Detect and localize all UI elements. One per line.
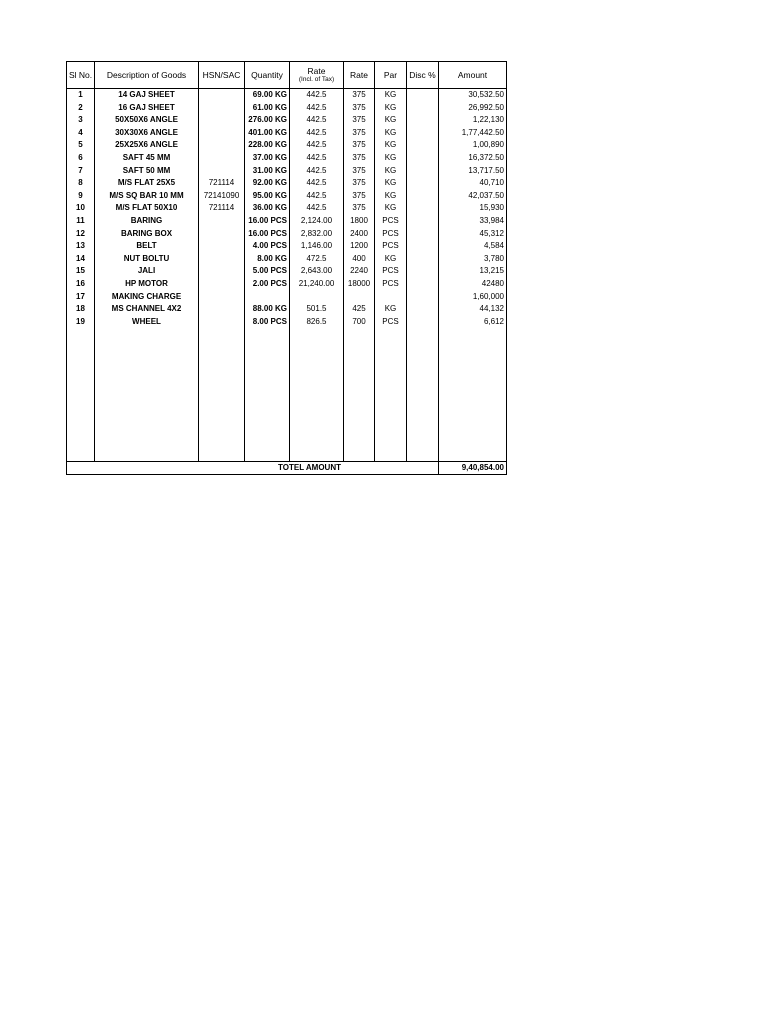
- cell-rate-incl-tax: 2,832.00: [290, 228, 344, 241]
- cell-rate-incl-tax: 442.5: [290, 165, 344, 178]
- cell-disc: [407, 291, 439, 304]
- empty-filler-row: [67, 328, 507, 462]
- cell-disc: [407, 152, 439, 165]
- cell-amount: 45,312: [439, 228, 507, 241]
- cell-hsn-sac: [199, 253, 245, 266]
- cell-rate-incl-tax: 472.5: [290, 253, 344, 266]
- cell-hsn-sac: [199, 127, 245, 140]
- table-row: [67, 165, 507, 178]
- table-row: [67, 316, 507, 329]
- cell-rate-incl-tax: 442.5: [290, 177, 344, 190]
- cell-rate-incl-tax: 501.5: [290, 303, 344, 316]
- cell-quantity: 61.00 KG: [245, 102, 290, 115]
- table-row: [67, 152, 507, 165]
- cell-rate-incl-tax: 442.5: [290, 152, 344, 165]
- cell-rate: 2240: [344, 265, 375, 278]
- cell-disc: [407, 215, 439, 228]
- cell-rate-incl-tax: 442.5: [290, 89, 344, 102]
- cell-quantity: 228.00 KG: [245, 139, 290, 152]
- cell-rate-incl-tax: 2,643.00: [290, 265, 344, 278]
- cell-sl-no: 15: [67, 265, 95, 278]
- table-row: [67, 228, 507, 241]
- filler-cell: [67, 328, 95, 462]
- cell-rate: 700: [344, 316, 375, 329]
- cell-sl-no: 9: [67, 190, 95, 203]
- cell-description: MS CHANNEL 4X2: [95, 303, 199, 316]
- cell-rate: 375: [344, 190, 375, 203]
- cell-rate: 375: [344, 165, 375, 178]
- cell-disc: [407, 127, 439, 140]
- cell-amount: 6,612: [439, 316, 507, 329]
- cell-per: KG: [375, 303, 407, 316]
- cell-rate: 375: [344, 127, 375, 140]
- cell-description: BARING BOX: [95, 228, 199, 241]
- cell-per: PCS: [375, 278, 407, 291]
- cell-rate: 375: [344, 102, 375, 115]
- total-row-spacer-left: [67, 462, 245, 475]
- filler-cell: [407, 328, 439, 462]
- cell-rate-incl-tax: 442.5: [290, 102, 344, 115]
- cell-quantity: 92.00 KG: [245, 177, 290, 190]
- cell-quantity: [245, 291, 290, 304]
- total-row-spacer-right: [375, 462, 439, 475]
- cell-quantity: 401.00 KG: [245, 127, 290, 140]
- cell-rate-incl-tax: 442.5: [290, 114, 344, 127]
- cell-disc: [407, 303, 439, 316]
- cell-rate-incl-tax: 826.5: [290, 316, 344, 329]
- cell-amount: 1,22,130: [439, 114, 507, 127]
- cell-amount: 4,584: [439, 240, 507, 253]
- cell-rate: 375: [344, 139, 375, 152]
- table-row: [67, 102, 507, 115]
- cell-amount: 44,132: [439, 303, 507, 316]
- cell-sl-no: 12: [67, 228, 95, 241]
- cell-rate-incl-tax: 2,124.00: [290, 215, 344, 228]
- cell-rate-incl-tax: 442.5: [290, 127, 344, 140]
- cell-per: PCS: [375, 265, 407, 278]
- cell-disc: [407, 265, 439, 278]
- cell-amount: 13,215: [439, 265, 507, 278]
- cell-hsn-sac: [199, 291, 245, 304]
- cell-sl-no: 19: [67, 316, 95, 329]
- cell-per: KG: [375, 127, 407, 140]
- header-description: Description of Goods: [95, 62, 199, 89]
- cell-amount: 13,717.50: [439, 165, 507, 178]
- table-row: [67, 253, 507, 266]
- cell-disc: [407, 139, 439, 152]
- table-row: [67, 190, 507, 203]
- cell-per: KG: [375, 165, 407, 178]
- header-rate-incl-sublabel: (Incl. of Tax): [298, 76, 335, 83]
- cell-hsn-sac: [199, 165, 245, 178]
- cell-rate: 375: [344, 114, 375, 127]
- table-row: [67, 215, 507, 228]
- table-row: [67, 265, 507, 278]
- cell-rate: 375: [344, 177, 375, 190]
- cell-amount: 40,710: [439, 177, 507, 190]
- cell-description: M/S FLAT 50X10: [95, 202, 199, 215]
- cell-quantity: 2.00 PCS: [245, 278, 290, 291]
- cell-per: PCS: [375, 316, 407, 329]
- cell-sl-no: 16: [67, 278, 95, 291]
- cell-quantity: 95.00 KG: [245, 190, 290, 203]
- table-row: [67, 127, 507, 140]
- cell-hsn-sac: [199, 240, 245, 253]
- cell-quantity: 31.00 KG: [245, 165, 290, 178]
- cell-description: SAFT 45 MM: [95, 152, 199, 165]
- header-hsn-sac: HSN/SAC: [199, 62, 245, 89]
- invoice-rows: [67, 89, 507, 462]
- table-row: [67, 303, 507, 316]
- cell-rate: 375: [344, 89, 375, 102]
- table-row: [67, 202, 507, 215]
- cell-per: KG: [375, 190, 407, 203]
- header-sl-no: Sl No.: [67, 62, 95, 89]
- cell-disc: [407, 165, 439, 178]
- cell-disc: [407, 102, 439, 115]
- cell-quantity: 8.00 KG: [245, 253, 290, 266]
- cell-sl-no: 6: [67, 152, 95, 165]
- cell-per: KG: [375, 102, 407, 115]
- cell-amount: 42480: [439, 278, 507, 291]
- cell-hsn-sac: [199, 89, 245, 102]
- cell-description: JALI: [95, 265, 199, 278]
- cell-rate: 2400: [344, 228, 375, 241]
- cell-hsn-sac: 721114: [199, 202, 245, 215]
- cell-rate: 400: [344, 253, 375, 266]
- cell-per: KG: [375, 253, 407, 266]
- filler-cell: [95, 328, 199, 462]
- cell-rate: 425: [344, 303, 375, 316]
- cell-amount: 1,60,000: [439, 291, 507, 304]
- header-disc: Disc %: [407, 62, 439, 89]
- cell-rate: 375: [344, 202, 375, 215]
- cell-disc: [407, 253, 439, 266]
- cell-description: NUT BOLTU: [95, 253, 199, 266]
- cell-hsn-sac: [199, 102, 245, 115]
- cell-rate-incl-tax: 442.5: [290, 139, 344, 152]
- cell-rate: 1800: [344, 215, 375, 228]
- table-row: [67, 177, 507, 190]
- cell-amount: 16,372.50: [439, 152, 507, 165]
- filler-cell: [245, 328, 290, 462]
- cell-amount: 3,780: [439, 253, 507, 266]
- cell-quantity: 88.00 KG: [245, 303, 290, 316]
- cell-sl-no: 2: [67, 102, 95, 115]
- cell-hsn-sac: [199, 303, 245, 316]
- cell-rate: 1200: [344, 240, 375, 253]
- filler-cell: [344, 328, 375, 462]
- cell-sl-no: 7: [67, 165, 95, 178]
- cell-description: BARING: [95, 215, 199, 228]
- cell-hsn-sac: [199, 152, 245, 165]
- cell-quantity: 36.00 KG: [245, 202, 290, 215]
- filler-cell: [199, 328, 245, 462]
- header-rate: Rate: [344, 62, 375, 89]
- cell-description: M/S SQ BAR 10 MM: [95, 190, 199, 203]
- cell-hsn-sac: 721114: [199, 177, 245, 190]
- cell-hsn-sac: [199, 139, 245, 152]
- cell-per: KG: [375, 89, 407, 102]
- cell-sl-no: 3: [67, 114, 95, 127]
- cell-amount: 30,532.50: [439, 89, 507, 102]
- cell-per: KG: [375, 114, 407, 127]
- cell-sl-no: 11: [67, 215, 95, 228]
- header-rate-incl-label: Rate: [307, 66, 326, 76]
- cell-quantity: 16.00 PCS: [245, 228, 290, 241]
- cell-hsn-sac: [199, 228, 245, 241]
- filler-cell: [439, 328, 507, 462]
- cell-sl-no: 14: [67, 253, 95, 266]
- cell-description: WHEEL: [95, 316, 199, 329]
- cell-description: MAKING CHARGE: [95, 291, 199, 304]
- cell-description: 50X50X6 ANGLE: [95, 114, 199, 127]
- table-row: [67, 89, 507, 102]
- cell-description: 16 GAJ SHEET: [95, 102, 199, 115]
- cell-sl-no: 10: [67, 202, 95, 215]
- cell-sl-no: 18: [67, 303, 95, 316]
- cell-disc: [407, 177, 439, 190]
- cell-rate-incl-tax: [290, 291, 344, 304]
- total-amount-label: TOTEL AMOUNT: [245, 462, 375, 475]
- cell-rate-incl-tax: 21,240.00: [290, 278, 344, 291]
- filler-cell: [375, 328, 407, 462]
- cell-description: M/S FLAT 25X5: [95, 177, 199, 190]
- cell-description: SAFT 50 MM: [95, 165, 199, 178]
- table-row: [67, 114, 507, 127]
- cell-per: PCS: [375, 215, 407, 228]
- header-rate-incl-tax: [290, 62, 344, 89]
- cell-rate: [344, 291, 375, 304]
- cell-description: 25X25X6 ANGLE: [95, 139, 199, 152]
- cell-quantity: 37.00 KG: [245, 152, 290, 165]
- cell-per: KG: [375, 152, 407, 165]
- cell-disc: [407, 89, 439, 102]
- cell-per: [375, 291, 407, 304]
- invoice-table: [66, 61, 507, 475]
- cell-rate-incl-tax: 442.5: [290, 202, 344, 215]
- cell-description: HP MOTOR: [95, 278, 199, 291]
- cell-quantity: 8.00 PCS: [245, 316, 290, 329]
- cell-hsn-sac: [199, 265, 245, 278]
- table-row: [67, 139, 507, 152]
- cell-disc: [407, 228, 439, 241]
- table-row: [67, 291, 507, 304]
- cell-hsn-sac: [199, 215, 245, 228]
- cell-amount: 33,984: [439, 215, 507, 228]
- header-row: [67, 62, 507, 89]
- cell-sl-no: 17: [67, 291, 95, 304]
- cell-per: PCS: [375, 240, 407, 253]
- cell-sl-no: 5: [67, 139, 95, 152]
- cell-rate-incl-tax: 1,146.00: [290, 240, 344, 253]
- cell-hsn-sac: [199, 316, 245, 329]
- cell-hsn-sac: 72141090: [199, 190, 245, 203]
- cell-quantity: 4.00 PCS: [245, 240, 290, 253]
- cell-amount: 42,037.50: [439, 190, 507, 203]
- header-per: Par: [375, 62, 407, 89]
- total-row: [67, 462, 507, 475]
- cell-description: BELT: [95, 240, 199, 253]
- invoice-table-container: [66, 61, 506, 475]
- cell-sl-no: 13: [67, 240, 95, 253]
- cell-disc: [407, 240, 439, 253]
- cell-per: KG: [375, 139, 407, 152]
- cell-per: KG: [375, 202, 407, 215]
- header-quantity: Quantity: [245, 62, 290, 89]
- cell-rate-incl-tax: 442.5: [290, 190, 344, 203]
- cell-description: 30X30X6 ANGLE: [95, 127, 199, 140]
- cell-hsn-sac: [199, 114, 245, 127]
- cell-amount: 15,930: [439, 202, 507, 215]
- cell-per: KG: [375, 177, 407, 190]
- cell-description: 14 GAJ SHEET: [95, 89, 199, 102]
- cell-per: PCS: [375, 228, 407, 241]
- cell-quantity: 69.00 KG: [245, 89, 290, 102]
- cell-sl-no: 1: [67, 89, 95, 102]
- table-row: [67, 240, 507, 253]
- cell-sl-no: 8: [67, 177, 95, 190]
- cell-amount: 1,00,890: [439, 139, 507, 152]
- cell-disc: [407, 114, 439, 127]
- cell-disc: [407, 202, 439, 215]
- cell-amount: 1,77,442.50: [439, 127, 507, 140]
- cell-quantity: 276.00 KG: [245, 114, 290, 127]
- cell-hsn-sac: [199, 278, 245, 291]
- cell-quantity: 5.00 PCS: [245, 265, 290, 278]
- cell-disc: [407, 278, 439, 291]
- table-row: [67, 278, 507, 291]
- cell-amount: 26,992.50: [439, 102, 507, 115]
- cell-rate: 375: [344, 152, 375, 165]
- total-amount-value: 9,40,854.00: [439, 462, 507, 475]
- cell-disc: [407, 316, 439, 329]
- cell-quantity: 16.00 PCS: [245, 215, 290, 228]
- cell-sl-no: 4: [67, 127, 95, 140]
- cell-rate: 18000: [344, 278, 375, 291]
- cell-disc: [407, 190, 439, 203]
- header-amount: Amount: [439, 62, 507, 89]
- filler-cell: [290, 328, 344, 462]
